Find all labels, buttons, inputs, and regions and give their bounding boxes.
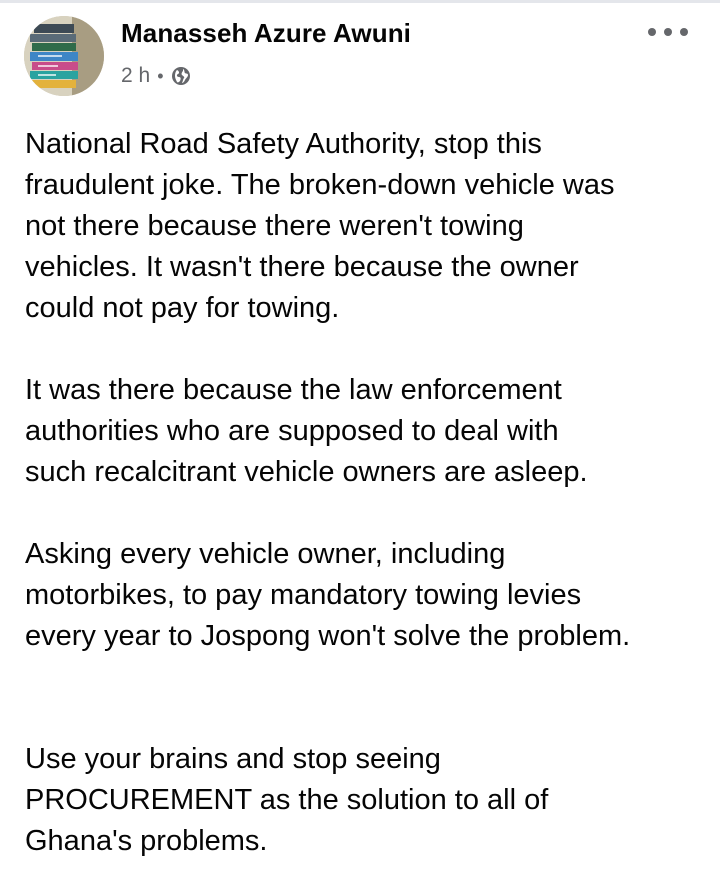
post-paragraph: National Road Safety Authority, stop this fraudulent joke. The broken-down vehicle was not there because there weren't towing vehicles. It wasn't there because the owner could not pay for towing.	[25, 128, 615, 324]
more-dot	[648, 28, 656, 36]
avatar-image	[24, 16, 104, 96]
author-avatar[interactable]	[24, 16, 104, 96]
post-timestamp[interactable]: 2 h	[121, 64, 151, 87]
more-dot	[680, 28, 688, 36]
post-paragraph: Asking every vehicle owner, including motorbikes, to pay mandatory towing levies every year to Jospong won't solve the problem.	[25, 538, 631, 652]
post-paragraph: It was there because the law enforcement authorities who are supposed to deal with such recalcitrant vehicle owners are asleep.	[25, 374, 588, 488]
globe-icon[interactable]	[171, 66, 191, 86]
author-name[interactable]: Manasseh Azure Awuni	[121, 18, 411, 48]
more-dot	[664, 28, 672, 36]
top-divider	[0, 0, 720, 3]
post-paragraph: Use your brains and stop seeing PROCUREMENT as the solution to all of Ghana's problems.	[25, 743, 549, 857]
meta-separator: •	[157, 65, 164, 86]
post-meta	[121, 62, 191, 90]
more-options-icon[interactable]	[648, 22, 688, 42]
